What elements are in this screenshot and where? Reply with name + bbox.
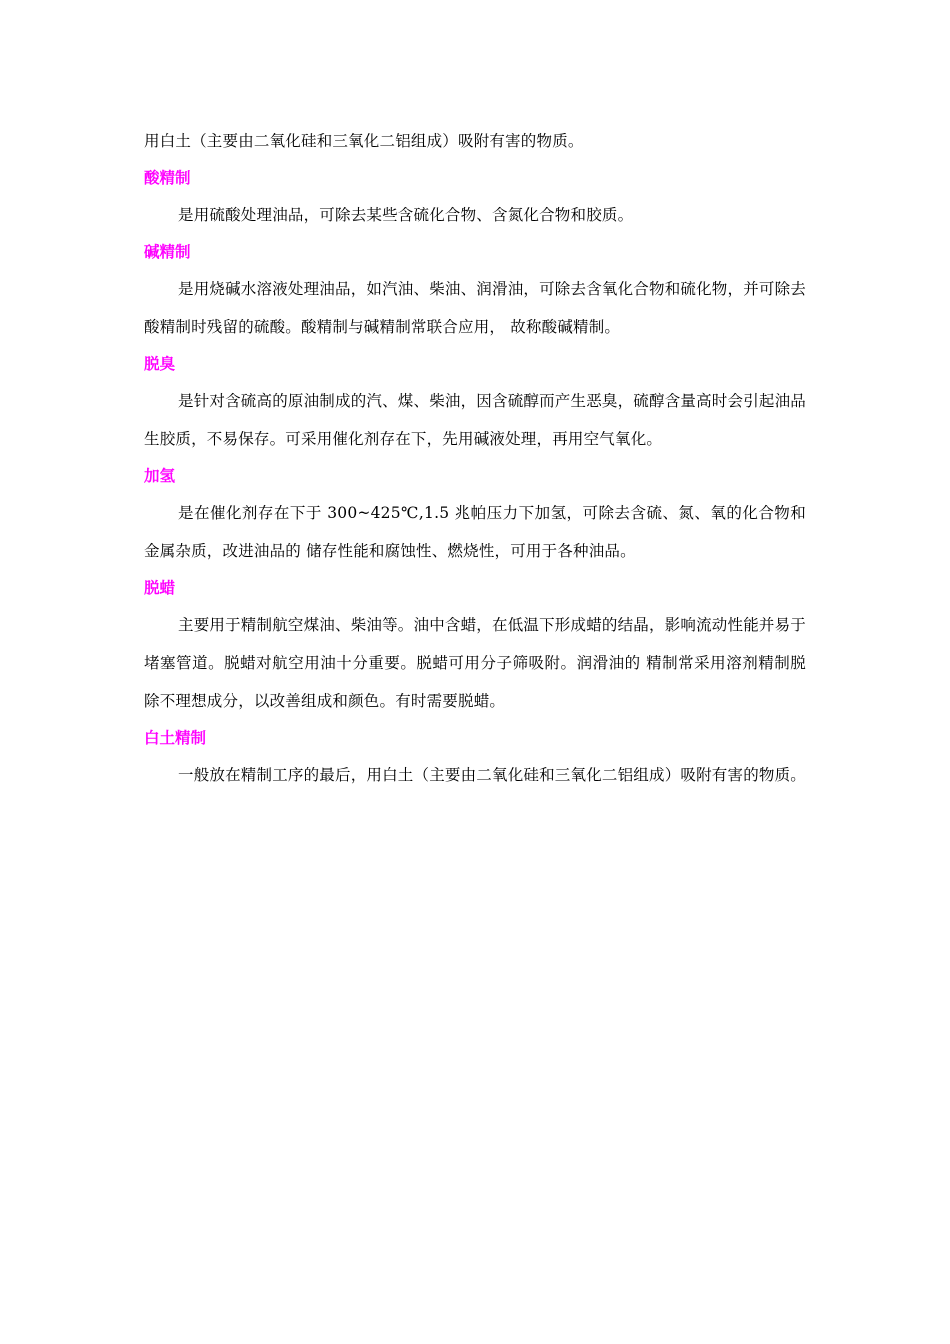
document-body [144, 122, 806, 794]
section-heading-hydrogenation: 加氢 [144, 467, 176, 485]
section-heading-clay-refining: 白土精制 [144, 729, 207, 747]
intro-paragraph: 用白土（主要由二氧化硅和三氧化二铝组成）吸附有害的物质。 [144, 132, 584, 150]
section-body-deodorizing: 是针对含硫高的原油制成的汽、煤、柴油，因含硫醇而产生恶臭，硫醇含量高时会引起油品生胶质，不易保存。可采用催化剂存在下，先用碱液处理，再用空气氧化。 [144, 392, 807, 448]
section-body-acid-refining: 是用硫酸处理油品，可除去某些含硫化合物、含氮化合物和胶质。 [178, 206, 634, 224]
section-body-hydrogenation: 是在催化剂存在下于 300~425℃,1.5 兆帕压力下加氢，可除去含硫、氮、氧的化合物和金属杂质，改进油品的 储存性能和腐蚀性、燃烧性，可用于各种油品。 [144, 504, 806, 560]
section-body-alkali-refining: 是用烧碱水溶液处理油品，如汽油、柴油、润滑油，可除去含氧化合物和硫化物，并可除去酸精制时残留的硫酸。酸精制与碱精制常联合应用， 故称酸碱精制。 [144, 280, 807, 336]
section-body-dewaxing: 主要用于精制航空煤油、柴油等。油中含蜡，在低温下形成蜡的结晶，影响流动性能并易于堵塞管道。脱蜡对航空用油十分重要。脱蜡可用分子筛吸附。润滑油的 精制常采用溶剂精制脱除不理想成分，以改善组成和颜色。有时需要脱蜡。 [144, 616, 807, 710]
section-heading-deodorizing: 脱臭 [144, 355, 176, 373]
section-heading-acid-refining: 酸精制 [144, 169, 191, 187]
section-heading-dewaxing: 脱蜡 [144, 579, 176, 597]
section-body-clay-refining: 一般放在精制工序的最后，用白土（主要由二氧化硅和三氧化二铝组成）吸附有害的物质。 [178, 766, 807, 784]
section-heading-alkali-refining: 碱精制 [144, 243, 191, 261]
